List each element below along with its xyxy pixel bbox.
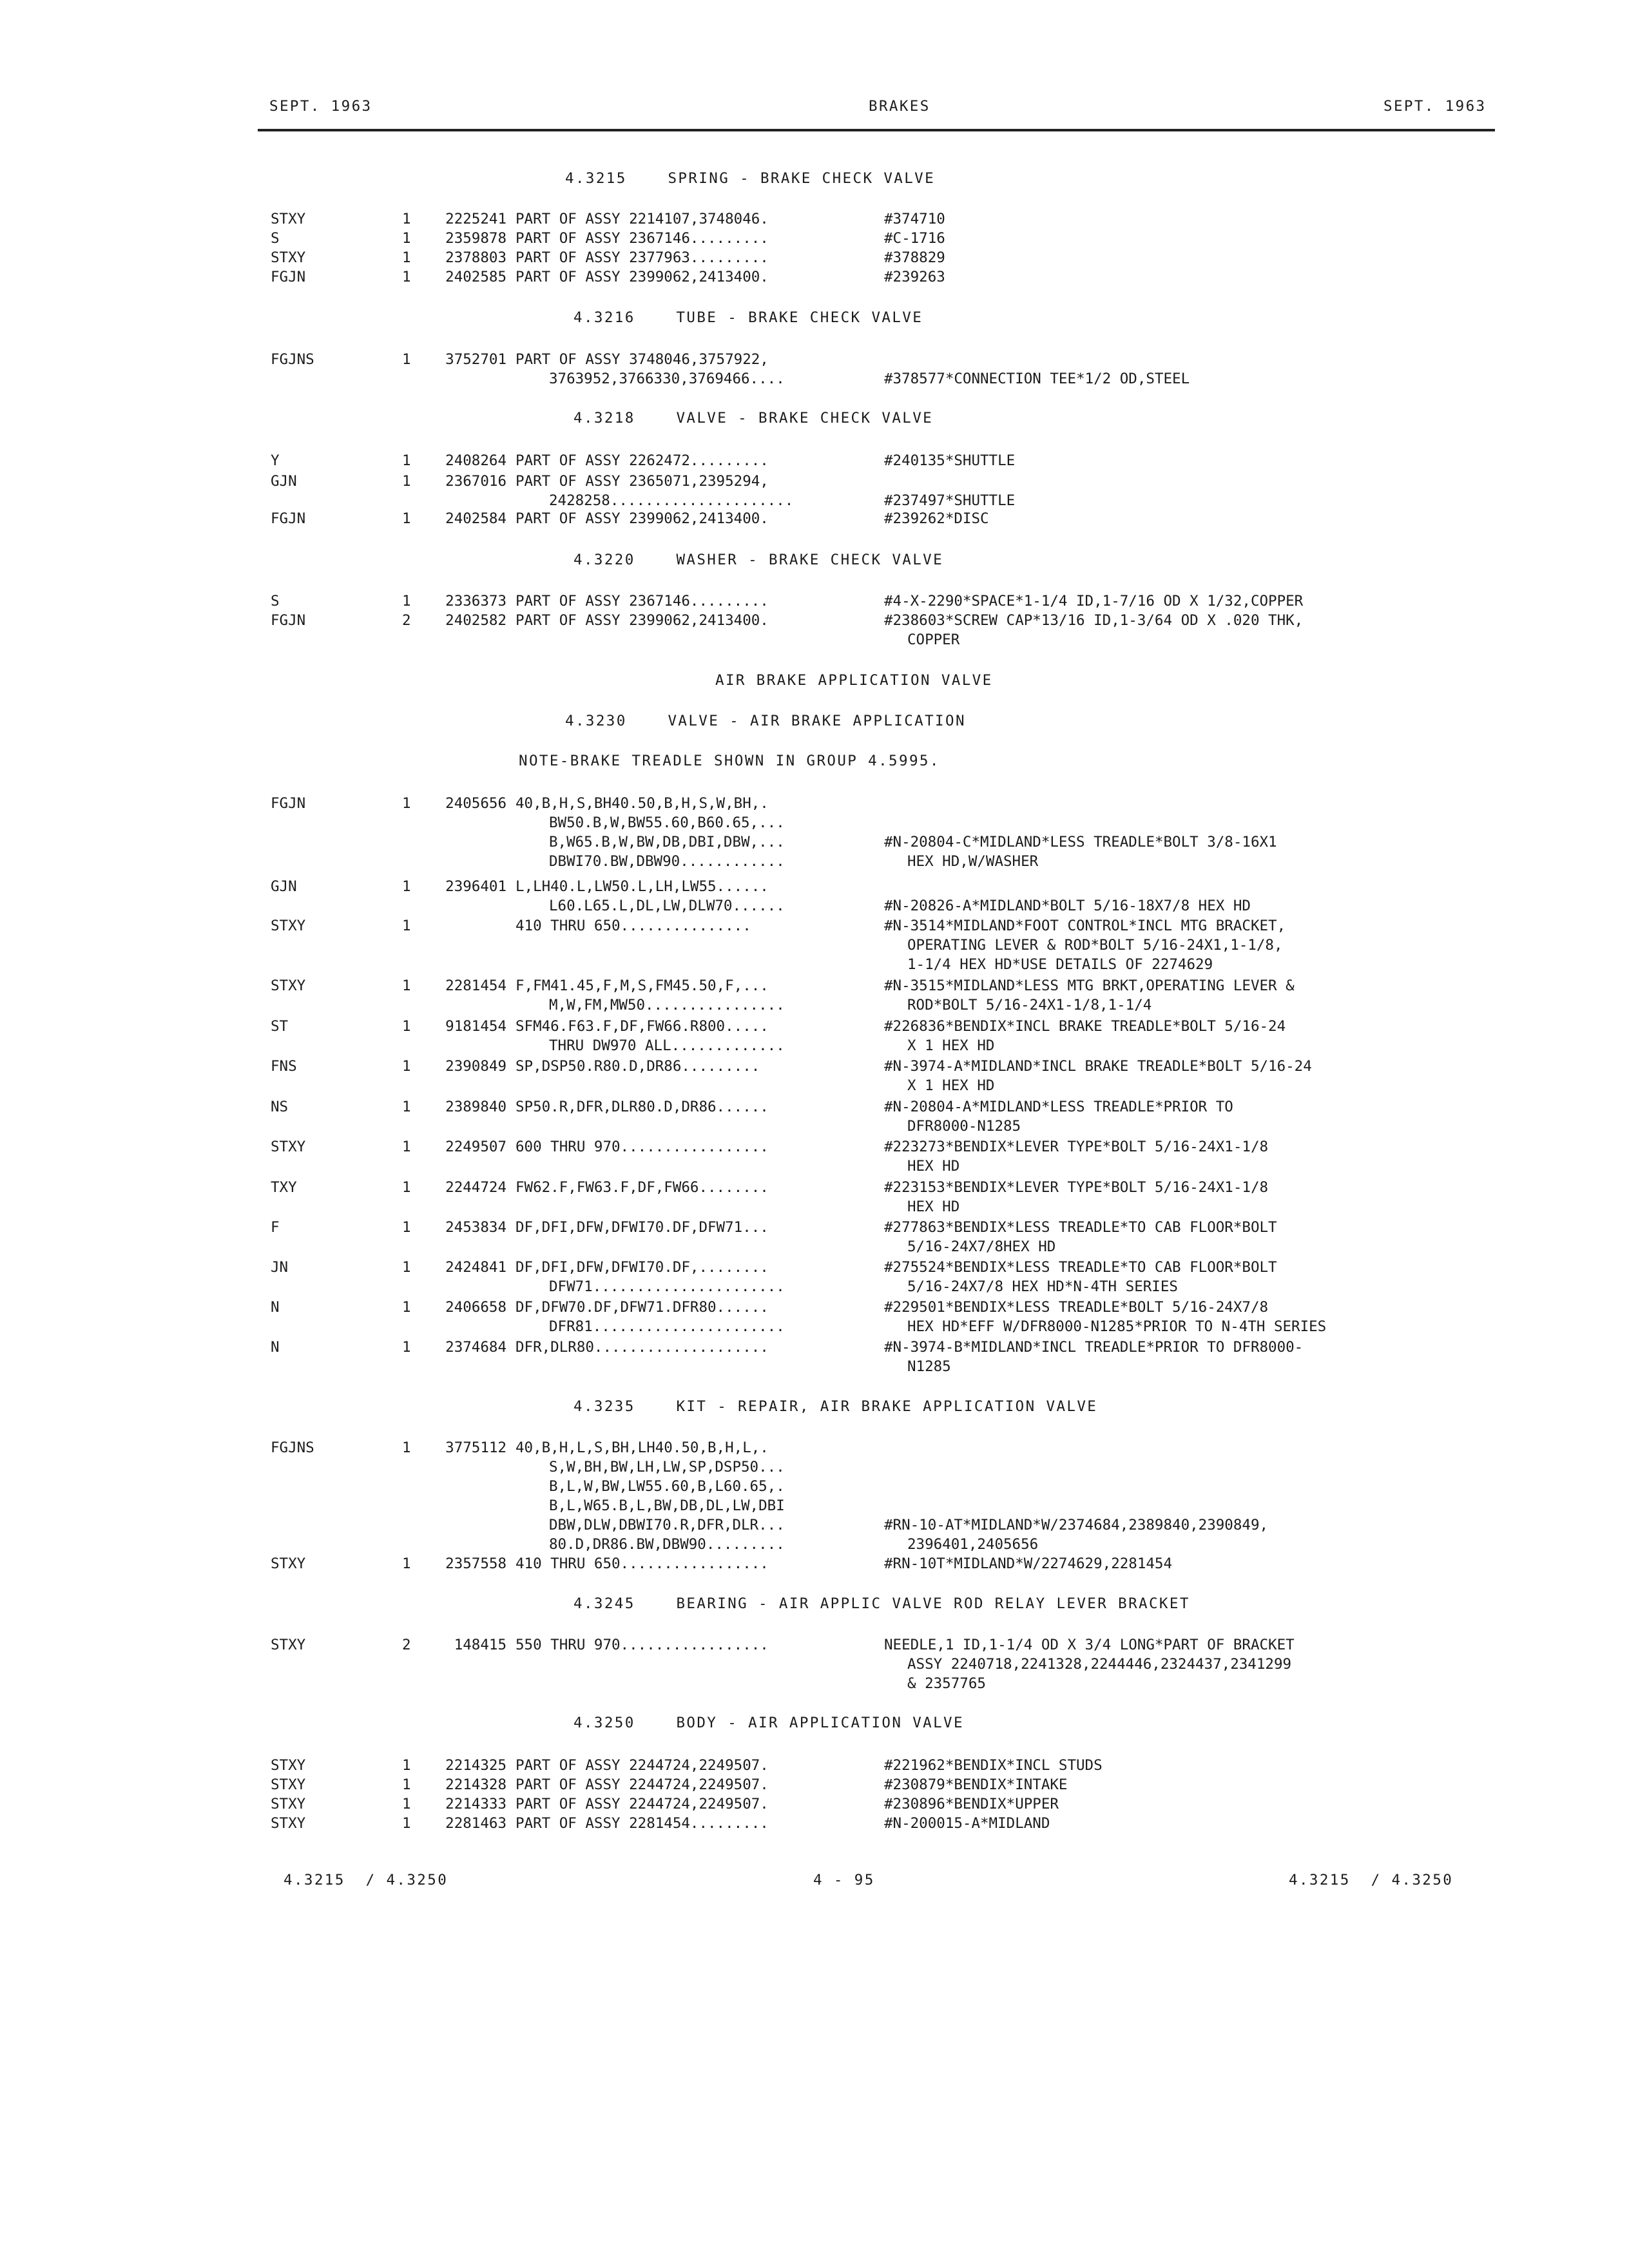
reference-line: #378577*CONNECTION TEE*1/2 OD,STEEL	[884, 370, 1190, 387]
model-code: N	[271, 1339, 280, 1356]
part-number: 2402585	[445, 269, 506, 285]
part-number: 2390849	[445, 1058, 506, 1075]
model-code: STXY	[271, 1796, 306, 1812]
description-line: F,FM41.45,F,M,S,FM45.50,F,...	[516, 977, 769, 994]
part-row	[0, 229, 1629, 248]
part-row	[0, 1017, 1629, 1055]
section-title: 4.3220 WASHER - BRAKE CHECK VALVE	[574, 552, 944, 568]
quantity: 1	[402, 1299, 411, 1316]
reference-line: #229501*BENDIX*LESS TREADLE*BOLT 5/16-24X7/8	[884, 1299, 1269, 1316]
part-number: 2406658	[445, 1299, 506, 1316]
part-row	[0, 1338, 1629, 1376]
part-number: 2396401	[445, 878, 506, 895]
reference-line: X 1 HEX HD	[907, 1037, 995, 1054]
description-line: DF,DFW70.DF,DFW71.DFR80......	[516, 1299, 769, 1316]
part-number: 2225241	[445, 211, 506, 227]
reference-line: COPPER	[907, 631, 960, 648]
description-line: 600 THRU 970.................	[516, 1139, 769, 1155]
section-title: 4.3245 BEARING - AIR APPLIC VALVE ROD RELAY LEVER BRACKET	[574, 1595, 1190, 1612]
quantity: 1	[402, 1339, 411, 1356]
part-number: 2214328	[445, 1776, 506, 1793]
reference-line: #275524*BENDIX*LESS TREADLE*TO CAB FLOOR*BOLT	[884, 1259, 1277, 1276]
description-line: 410 THRU 650.................	[516, 1555, 769, 1572]
model-code: FGJN	[271, 510, 306, 527]
part-row	[0, 451, 1629, 470]
part-number: 9181454	[445, 1018, 506, 1035]
description-line: PART OF ASSY 2244724,2249507.	[516, 1757, 769, 1774]
reference-line: #226836*BENDIX*INCL BRAKE TREADLE*BOLT 5/16-24	[884, 1018, 1286, 1035]
reference-line: #230896*BENDIX*UPPER	[884, 1796, 1059, 1812]
part-row	[0, 472, 1629, 510]
reference-line: #223273*BENDIX*LEVER TYPE*BOLT 5/16-24X1-1/8	[884, 1139, 1269, 1155]
description-line: DFW71......................	[549, 1278, 785, 1295]
reference-line: #N-200015-A*MIDLAND	[884, 1815, 1050, 1832]
description-line: 3763952,3766330,3769466....	[549, 370, 785, 387]
part-number: 2249507	[445, 1139, 506, 1155]
part-row	[0, 1298, 1629, 1336]
description-line: PART OF ASSY 2399062,2413400.	[516, 510, 769, 527]
part-number: 2405656	[445, 795, 506, 812]
part-row	[0, 1814, 1629, 1833]
reference-line: #240135*SHUTTLE	[884, 452, 1016, 469]
description-line: PART OF ASSY 2281454.........	[516, 1815, 769, 1832]
model-code: STXY	[271, 1637, 306, 1653]
reference-line: #N-20804-A*MIDLAND*LESS TREADLE*PRIOR TO	[884, 1099, 1233, 1115]
part-number: 2214325	[445, 1757, 506, 1774]
part-number: 2359878	[445, 230, 506, 247]
part-row	[0, 1554, 1629, 1573]
reference-line: HEX HD,W/WASHER	[907, 853, 1039, 870]
description-line: L60.L65.L,DL,LW,DLW70......	[549, 898, 785, 914]
description-line: SFM46.F63.F,DF,FW66.R800.....	[516, 1018, 769, 1035]
reference-line: #C-1716	[884, 230, 945, 247]
description-line: SP50.R,DFR,DLR80.D,DR86......	[516, 1099, 769, 1115]
part-row	[0, 611, 1629, 649]
part-row	[0, 1438, 1629, 1554]
quantity: 1	[402, 230, 411, 247]
part-row	[0, 350, 1629, 389]
section-title: 4.3218 VALVE - BRAKE CHECK VALVE	[574, 410, 934, 427]
quantity: 1	[402, 1259, 411, 1276]
model-code: STXY	[271, 977, 306, 994]
reference-line: #N-20826-A*MIDLAND*BOLT 5/16-18X7/8 HEX HD	[884, 898, 1251, 914]
description-line: PART OF ASSY 2399062,2413400.	[516, 269, 769, 285]
quantity: 1	[402, 1058, 411, 1075]
description-line: B,L,W65.B,L,BW,DB,DL,LW,DBI	[549, 1497, 785, 1514]
reference-line: #N-3514*MIDLAND*FOOT CONTROL*INCL MTG BRACKET,	[884, 918, 1286, 934]
quantity: 1	[402, 1796, 411, 1812]
model-code: FGJNS	[271, 1439, 314, 1456]
quantity: 1	[402, 593, 411, 610]
description-line: PART OF ASSY 2244724,2249507.	[516, 1776, 769, 1793]
quantity: 1	[402, 1099, 411, 1115]
model-code: FGJNS	[271, 351, 314, 368]
reference-line: DFR8000-N1285	[907, 1118, 1021, 1135]
reference-line: & 2357765	[907, 1675, 986, 1692]
description-line: 550 THRU 970.................	[516, 1637, 769, 1653]
part-row	[0, 976, 1629, 1015]
quantity: 1	[402, 249, 411, 266]
page-number: 4 - 95	[813, 1872, 875, 1888]
part-number: 3752701	[445, 351, 506, 368]
description-line: PART OF ASSY 2367146.........	[516, 230, 769, 247]
description-line: PART OF ASSY 2244724,2249507.	[516, 1796, 769, 1812]
footer-range-left: 4.3215 / 4.3250	[284, 1872, 448, 1888]
part-row	[0, 1794, 1629, 1814]
part-row	[0, 1775, 1629, 1794]
quantity: 1	[402, 1439, 411, 1456]
part-number: 2402584	[445, 510, 506, 527]
model-code: TXY	[271, 1179, 297, 1196]
part-number: 2374684	[445, 1339, 506, 1356]
description-line: PART OF ASSY 3748046,3757922,	[516, 351, 769, 368]
section-title: 4.3216 TUBE - BRAKE CHECK VALVE	[574, 309, 923, 326]
model-code: FNS	[271, 1058, 297, 1075]
description-line: DBWI70.BW,DBW90............	[549, 853, 785, 870]
quantity: 1	[402, 1139, 411, 1155]
reference-line: #223153*BENDIX*LEVER TYPE*BOLT 5/16-24X1-1/8	[884, 1179, 1269, 1196]
part-number: 2402582	[445, 612, 506, 629]
header-date-right: SEPT. 1963	[1383, 98, 1487, 115]
reference-line: #374710	[884, 211, 945, 227]
reference-line: 5/16-24X7/8 HEX HD*N-4TH SERIES	[907, 1278, 1178, 1295]
header-date-left: SEPT. 1963	[269, 98, 372, 115]
part-number: 2378803	[445, 249, 506, 266]
reference-line: #RN-10-AT*MIDLAND*W/2374684,2389840,2390849,	[884, 1517, 1269, 1533]
quantity: 1	[402, 211, 411, 227]
reference-line: 5/16-24X7/8HEX HD	[907, 1238, 1056, 1255]
part-row	[0, 916, 1629, 974]
quantity: 2	[402, 1637, 411, 1653]
reference-line: NEEDLE,1 ID,1-1/4 OD X 3/4 LONG*PART OF BRACKET	[884, 1637, 1295, 1653]
reference-line: #N-20804-C*MIDLAND*LESS TREADLE*BOLT 3/8-16X1	[884, 834, 1277, 850]
quantity: 1	[402, 977, 411, 994]
description-line: DFR,DLR80....................	[516, 1339, 769, 1356]
quantity: 1	[402, 452, 411, 469]
reference-line: #239263	[884, 269, 945, 285]
model-code: STXY	[271, 1555, 306, 1572]
part-number: 2214333	[445, 1796, 506, 1812]
part-number: 2367016	[445, 473, 506, 490]
model-code: STXY	[271, 1776, 306, 1793]
reference-line: #221962*BENDIX*INCL STUDS	[884, 1757, 1103, 1774]
part-row	[0, 1635, 1629, 1693]
part-number: 148415	[454, 1637, 506, 1653]
model-code: STXY	[271, 211, 306, 227]
reference-line: OPERATING LEVER & ROD*BOLT 5/16-24X1,1-1/8,	[907, 937, 1283, 954]
description-line: B,W65.B,W,BW,DB,DBI,DBW,...	[549, 834, 785, 850]
description-line: PART OF ASSY 2399062,2413400.	[516, 612, 769, 629]
quantity: 1	[402, 269, 411, 285]
model-code: STXY	[271, 1815, 306, 1832]
reference-line: #239262*DISC	[884, 510, 989, 527]
reference-line: #N-3974-A*MIDLAND*INCL BRAKE TREADLE*BOLT 5/16-24	[884, 1058, 1312, 1075]
model-code: STXY	[271, 1139, 306, 1155]
model-code: Y	[271, 452, 280, 469]
quantity: 1	[402, 878, 411, 895]
part-row	[0, 1258, 1629, 1296]
quantity: 1	[402, 1179, 411, 1196]
part-row	[0, 1218, 1629, 1256]
section-title: 4.3235 KIT - REPAIR, AIR BRAKE APPLICATION VALVE	[574, 1398, 1098, 1415]
part-row	[0, 591, 1629, 611]
section-title: 4.3250 BODY - AIR APPLICATION VALVE	[574, 1715, 964, 1731]
model-code: STXY	[271, 918, 306, 934]
reference-line: #N-3974-B*MIDLAND*INCL TREADLE*PRIOR TO DFR8000-	[884, 1339, 1304, 1356]
model-code: FGJN	[271, 795, 306, 812]
footer-range-right: 4.3215 / 4.3250	[1289, 1872, 1454, 1888]
reference-line: HEX HD	[907, 1158, 960, 1175]
part-row	[0, 1137, 1629, 1176]
description-line: 80.D,DR86.BW,DBW90.........	[549, 1536, 785, 1553]
reference-line: HEX HD	[907, 1198, 960, 1215]
part-row	[0, 1097, 1629, 1136]
quantity: 1	[402, 1219, 411, 1236]
description-line: 40,B,H,L,S,BH,LH40.50,B,H,L,.	[516, 1439, 769, 1456]
reference-line: 2396401,2405656	[907, 1536, 1039, 1553]
reference-line: ROD*BOLT 5/16-24X1-1/8,1-1/4	[907, 997, 1152, 1014]
part-number: 2336373	[445, 593, 506, 610]
quantity: 1	[402, 351, 411, 368]
description-line: PART OF ASSY 2214107,3748046.	[516, 211, 769, 227]
description-line: 40,B,H,S,BH40.50,B,H,S,W,BH,.	[516, 795, 769, 812]
description-line: M,W,FM,MW50................	[549, 997, 785, 1014]
quantity: 1	[402, 1815, 411, 1832]
quantity: 1	[402, 1757, 411, 1774]
part-row	[0, 794, 1629, 871]
description-line: S,W,BH,BW,LH,LW,SP,DSP50...	[549, 1459, 785, 1475]
description-line: BW50.B,W,BW55.60,B60.65,...	[549, 814, 785, 831]
description-line: FW62.F,FW63.F,DF,FW66........	[516, 1179, 769, 1196]
part-row	[0, 509, 1629, 528]
description-line: THRU DW970 ALL.............	[549, 1037, 785, 1054]
part-number: 2424841	[445, 1259, 506, 1276]
quantity: 1	[402, 918, 411, 934]
model-code: JN	[271, 1259, 289, 1276]
section-title: 4.3215 SPRING - BRAKE CHECK VALVE	[565, 170, 936, 187]
description-line: PART OF ASSY 2367146.........	[516, 593, 769, 610]
description-line: DFR81......................	[549, 1318, 785, 1335]
part-row	[0, 877, 1629, 916]
group-heading: AIR BRAKE APPLICATION VALVE	[715, 672, 993, 689]
model-code: S	[271, 593, 280, 610]
part-number: 2453834	[445, 1219, 506, 1236]
quantity: 1	[402, 510, 411, 527]
section-note: NOTE-BRAKE TREADLE SHOWN IN GROUP 4.5995.	[519, 753, 940, 769]
quantity: 1	[402, 473, 411, 490]
description-line: PART OF ASSY 2262472.........	[516, 452, 769, 469]
description-line: DBW,DLW,DBWI70.R,DFR,DLR...	[549, 1517, 785, 1533]
part-number: 2281463	[445, 1815, 506, 1832]
model-code: FGJN	[271, 612, 306, 629]
description-line: 410 THRU 650...............	[516, 918, 751, 934]
description-line: DF,DFI,DFW,DFWI70.DF,DFW71...	[516, 1219, 769, 1236]
part-number: 2408264	[445, 452, 506, 469]
reference-line: 1-1/4 HEX HD*USE DETAILS OF 2274629	[907, 956, 1213, 973]
part-number: 2357558	[445, 1555, 506, 1572]
reference-line: #237497*SHUTTLE	[884, 492, 1016, 509]
part-row	[0, 267, 1629, 287]
model-code: FGJN	[271, 269, 306, 285]
part-row	[0, 209, 1629, 229]
reference-line: #4-X-2290*SPACE*1-1/4 ID,1-7/16 OD X 1/32,COPPER	[884, 593, 1304, 610]
part-row	[0, 248, 1629, 267]
reference-line: #N-3515*MIDLAND*LESS MTG BRKT,OPERATING LEVER &	[884, 977, 1295, 994]
reference-line: HEX HD*EFF W/DFR8000-N1285*PRIOR TO N-4TH SERIES	[907, 1318, 1327, 1335]
quantity: 1	[402, 1018, 411, 1035]
model-code: ST	[271, 1018, 289, 1035]
description-line: 2428258.....................	[549, 492, 794, 509]
reference-line: #230879*BENDIX*INTAKE	[884, 1776, 1068, 1793]
model-code: STXY	[271, 249, 306, 266]
reference-line: #RN-10T*MIDLAND*W/2274629,2281454	[884, 1555, 1173, 1572]
part-row	[0, 1756, 1629, 1775]
reference-line: #378829	[884, 249, 945, 266]
reference-line: ASSY 2240718,2241328,2244446,2324437,2341299	[907, 1656, 1292, 1673]
description-line: PART OF ASSY 2377963.........	[516, 249, 769, 266]
part-number: 2281454	[445, 977, 506, 994]
description-line: B,L,W,BW,LW55.60,B,L60.65,.	[549, 1478, 785, 1495]
header-rule	[258, 129, 1495, 131]
model-code: STXY	[271, 1757, 306, 1774]
description-line: L,LH40.L,LW50.L,LH,LW55......	[516, 878, 769, 895]
quantity: 1	[402, 1555, 411, 1572]
model-code: F	[271, 1219, 280, 1236]
reference-line: #238603*SCREW CAP*13/16 ID,1-3/64 OD X .020 THK,	[884, 612, 1304, 629]
quantity: 2	[402, 612, 411, 629]
part-number: 2389840	[445, 1099, 506, 1115]
model-code: GJN	[271, 878, 297, 895]
quantity: 1	[402, 795, 411, 812]
section-title: 4.3230 VALVE - AIR BRAKE APPLICATION	[565, 713, 966, 729]
model-code: NS	[271, 1099, 289, 1115]
model-code: N	[271, 1299, 280, 1316]
quantity: 1	[402, 1776, 411, 1793]
model-code: GJN	[271, 473, 297, 490]
reference-line: N1285	[907, 1358, 951, 1375]
part-number: 2244724	[445, 1179, 506, 1196]
reference-line: X 1 HEX HD	[907, 1077, 995, 1094]
part-row	[0, 1178, 1629, 1216]
description-line: DF,DFI,DFW,DFWI70.DF,........	[516, 1259, 769, 1276]
description-line: SP,DSP50.R80.D,DR86.........	[516, 1058, 760, 1075]
model-code: S	[271, 230, 280, 247]
part-row	[0, 1057, 1629, 1095]
reference-line: #277863*BENDIX*LESS TREADLE*TO CAB FLOOR*BOLT	[884, 1219, 1277, 1236]
description-line: PART OF ASSY 2365071,2395294,	[516, 473, 769, 490]
header-title: BRAKES	[869, 98, 930, 115]
part-number: 3775112	[445, 1439, 506, 1456]
